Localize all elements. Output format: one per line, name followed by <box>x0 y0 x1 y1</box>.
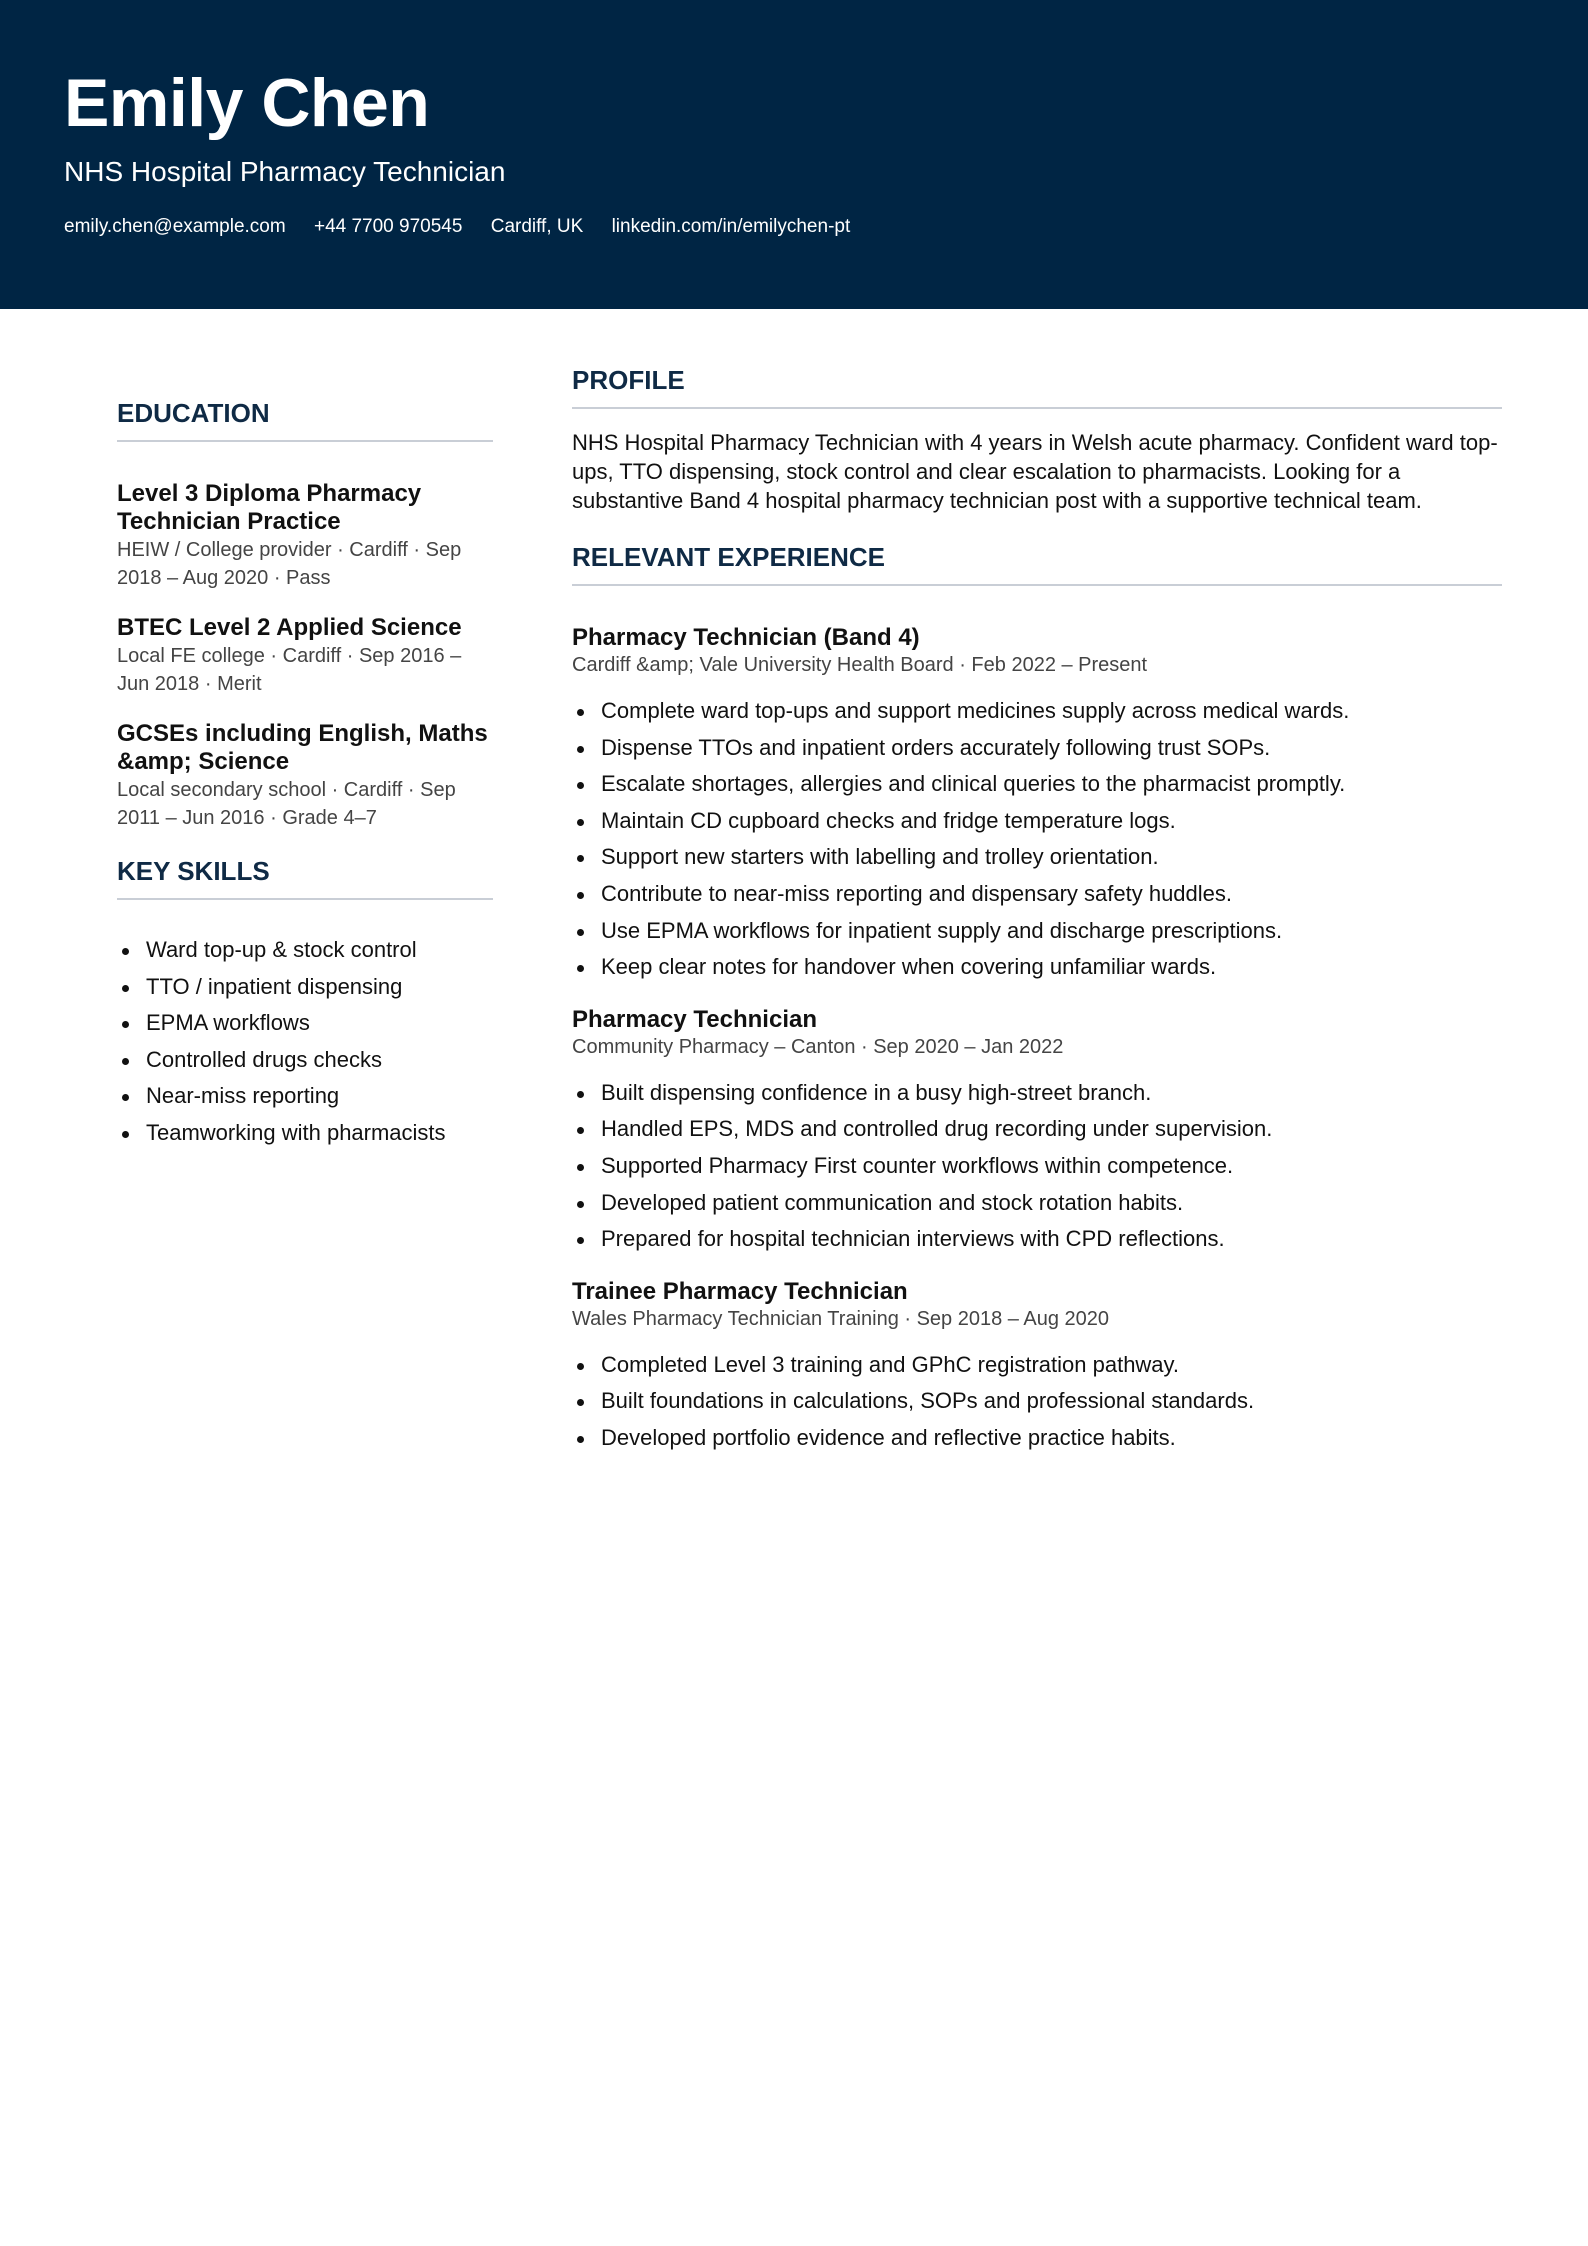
education-name: Level 3 Diploma Pharmacy Technician Practice <box>117 480 422 535</box>
job-title: Pharmacy Technician <box>572 1005 817 1033</box>
job-meta: Community Pharmacy – Canton · Sep 2020 – Jan 2022 <box>572 1035 1064 1058</box>
job-bullet: Maintain CD cupboard checks and fridge temperature logs. <box>572 803 1502 840</box>
job-bullet: Support new starters with labelling and trolley orientation. <box>572 839 1502 876</box>
job-bullet: Use EPMA workflows for inpatient supply and discharge prescriptions. <box>572 913 1502 950</box>
job-title: Trainee Pharmacy Technician <box>572 1277 908 1305</box>
job-bullets <box>572 693 1502 986</box>
job-entry <box>572 624 1502 986</box>
job-bullet: Dispense TTOs and inpatient orders accurately following trust SOPs. <box>572 730 1502 767</box>
contact-phone[interactable]: +44 7700 970545 <box>313 216 463 237</box>
skill-item: Controlled drugs checks <box>117 1042 493 1079</box>
experience-section <box>572 540 1502 1457</box>
job-entry <box>572 1278 1502 1457</box>
skill-item: Ward top-up & stock control <box>117 932 493 969</box>
education-item <box>117 480 493 592</box>
skill-item: Teamworking with pharmacists <box>117 1115 493 1152</box>
job-meta: Cardiff &amp; Vale University Health Board · Feb 2022 – Present <box>572 654 1148 676</box>
skill-item: TTO / inpatient dispensing <box>117 969 493 1006</box>
profile-heading: PROFILE <box>572 363 1502 409</box>
resume-header <box>0 0 1588 309</box>
left-column <box>117 396 493 1152</box>
skills-heading: KEY SKILLS <box>117 854 493 900</box>
profile-text: NHS Hospital Pharmacy Technician with 4 years in Welsh acute pharmacy. Confident ward top-ups, TTO dispensing, stock control and clear escalation to pharmacists. Looking for a substantive Band 4 hospital pharmacy technician post with a supportive technical team. <box>572 430 1498 513</box>
skills-list <box>117 932 493 1152</box>
job-bullet: Supported Pharmacy First counter workflows within competence. <box>572 1148 1502 1185</box>
education-meta: Local FE college · Cardiff · Sep 2016 – Jun 2018 · Merit <box>117 645 462 695</box>
education-list <box>117 480 493 832</box>
job-bullet: Keep clear notes for handover when covering unfamiliar wards. <box>572 949 1502 986</box>
education-heading: EDUCATION <box>117 396 493 442</box>
skill-item: EPMA workflows <box>117 1005 493 1042</box>
job-meta: Wales Pharmacy Technician Training · Sep 2018 – Aug 2020 <box>572 1307 1109 1330</box>
education-meta: Local secondary school · Cardiff · Sep 2011 – Jun 2016 · Grade 4–7 <box>117 779 456 829</box>
experience-heading: RELEVANT EXPERIENCE <box>572 540 1502 586</box>
job-bullet: Developed portfolio evidence and reflective practice habits. <box>572 1420 1502 1457</box>
job-bullet: Handled EPS, MDS and controlled drug recording under supervision. <box>572 1111 1502 1148</box>
job-title: Pharmacy Technician (Band 4) <box>572 624 920 651</box>
job-bullet: Developed patient communication and stock rotation habits. <box>572 1185 1502 1222</box>
contact-row <box>64 214 873 240</box>
right-column <box>572 363 1502 1457</box>
job-bullets <box>572 1075 1502 1258</box>
contact-location: Cardiff, UK <box>490 216 584 237</box>
job-bullet: Contribute to near-miss reporting and dispensary safety huddles. <box>572 876 1502 913</box>
skills-section <box>117 854 493 1152</box>
job-bullet: Complete ward top-ups and support medicines supply across medical wards. <box>572 693 1502 730</box>
profile-section <box>572 363 1502 515</box>
contact-email[interactable]: emily.chen@example.com <box>64 216 286 237</box>
education-name: GCSEs including English, Maths &amp; Science <box>117 720 488 775</box>
skill-item: Near-miss reporting <box>117 1078 493 1115</box>
education-section <box>117 396 493 832</box>
job-bullets <box>572 1347 1502 1457</box>
job-bullet: Built dispensing confidence in a busy high-street branch. <box>572 1075 1502 1112</box>
job-bullet: Built foundations in calculations, SOPs and professional standards. <box>572 1383 1502 1420</box>
job-bullet: Prepared for hospital technician interviews with CPD reflections. <box>572 1221 1502 1258</box>
job-entry <box>572 1006 1502 1258</box>
education-name: BTEC Level 2 Applied Science <box>117 614 462 641</box>
candidate-title: NHS Hospital Pharmacy Technician <box>64 156 506 187</box>
education-item <box>117 720 493 832</box>
candidate-name: Emily Chen <box>64 65 430 141</box>
education-meta: HEIW / College provider · Cardiff · Sep 2018 – Aug 2020 · Pass <box>117 539 462 589</box>
job-bullet: Escalate shortages, allergies and clinical queries to the pharmacist promptly. <box>572 766 1502 803</box>
job-bullet: Completed Level 3 training and GPhC registration pathway. <box>572 1347 1502 1384</box>
education-item <box>117 614 493 698</box>
contact-linkedin[interactable]: linkedin.com/in/emilychen-pt <box>611 216 851 237</box>
